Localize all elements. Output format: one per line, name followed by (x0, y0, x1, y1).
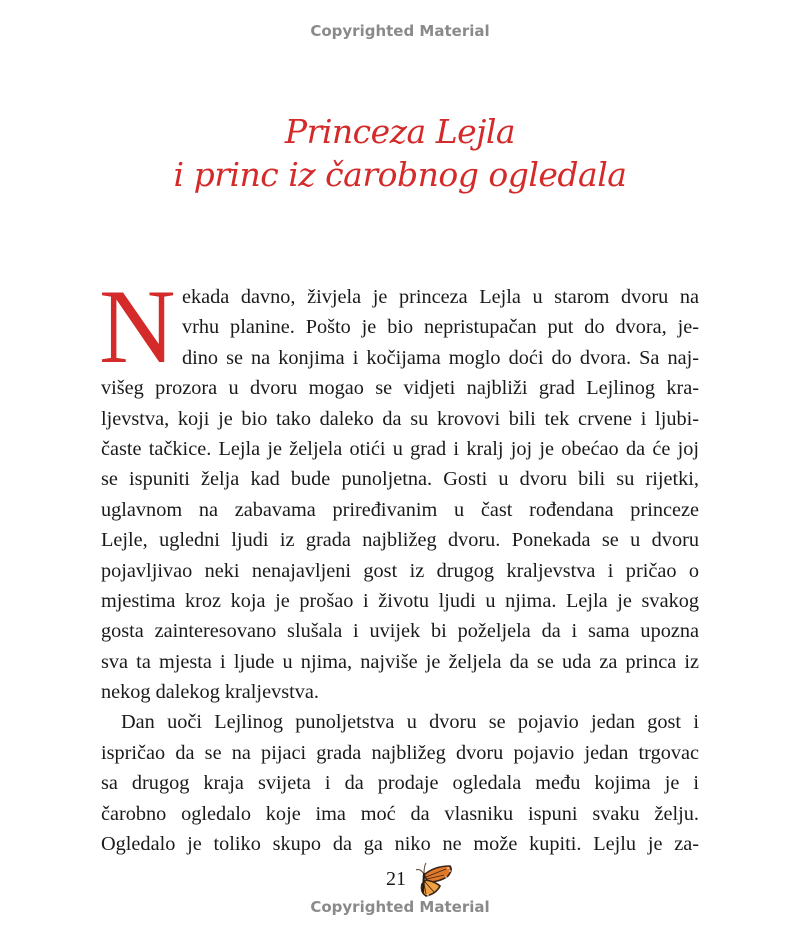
text-line: mjestima kroz koja je prošao i životu ljudi u njima. Lejla je svakog (101, 589, 699, 612)
text-line: časte tačkice. Lejla je željela otići u grad i kralj joj je obećao da će joj (101, 437, 699, 460)
text-line: sva ta mjesta i ljude u njima, najviše je željela da se uda za princa iz (101, 650, 699, 673)
chapter-title-line-1: Princeza Lejla (284, 112, 516, 151)
butterfly-icon (410, 862, 454, 898)
text-line: sa drugog kraja svijeta i da prodaje ogledala među kojima je i (101, 772, 699, 795)
text-line: ekada davno, živjela je princeza Lejla u starom dvoru na (182, 286, 699, 308)
chapter-title-line-2: i princ iz čarobnog ogledala (173, 155, 627, 194)
copyright-watermark-bottom: Copyrighted Material (310, 898, 490, 916)
text-line: ispričao da se na pijaci grada najbližeg dvoru pojavio jedan trgovac (101, 741, 699, 764)
text-line: čarobno ogledalo koje ima moć da vlasniku ispuni svaku želju. (101, 802, 699, 825)
text-line: nekog dalekog kraljevstva. (101, 681, 319, 704)
text-line: dino se na konjima i kočijama moglo doći do dvora. Sa naj- (182, 346, 699, 369)
copyright-watermark-top: Copyrighted Material (310, 22, 490, 40)
drop-cap: N (99, 268, 176, 385)
text-line: gosta zainteresovano slušala i uvijek bi poželjela da i sama upozna (101, 620, 699, 643)
text-line: Lejle, ugledni ljudi iz grada najbližeg dvoru. Ponekada se u dvoru (101, 529, 699, 552)
text-line: uglavnom na zabavama priređivanim u čast rođendana princeze (101, 498, 699, 521)
text-line: višeg prozora u dvoru mogao se vidjeti najbliži grad Lejlinog kra- (101, 377, 699, 400)
text-line: Ogledalo je toliko skupo da ga niko ne može kupiti. Lejlu je za- (101, 833, 699, 856)
text-line: ljevstva, koji je bio tako daleko da su krovovi bili tek crvene i ljubi- (101, 407, 699, 430)
page-footer (0, 862, 800, 898)
text-line: se ispuniti želja kad bude punoljetna. Gosti u dvoru bili su rijetki, (101, 468, 699, 491)
chapter-body (99, 268, 699, 859)
text-line: Dan uoči Lejlinog punoljetstva u dvoru se pojavio jedan gost i (121, 711, 699, 734)
text-line: vrhu planine. Pošto je bio nepristupačan put do dvora, je- (182, 316, 699, 339)
text-line: pojavljivao neki nenajavljeni gost iz drugog kraljevstva i pričao o (101, 559, 699, 582)
page-number: 21 (386, 868, 406, 890)
